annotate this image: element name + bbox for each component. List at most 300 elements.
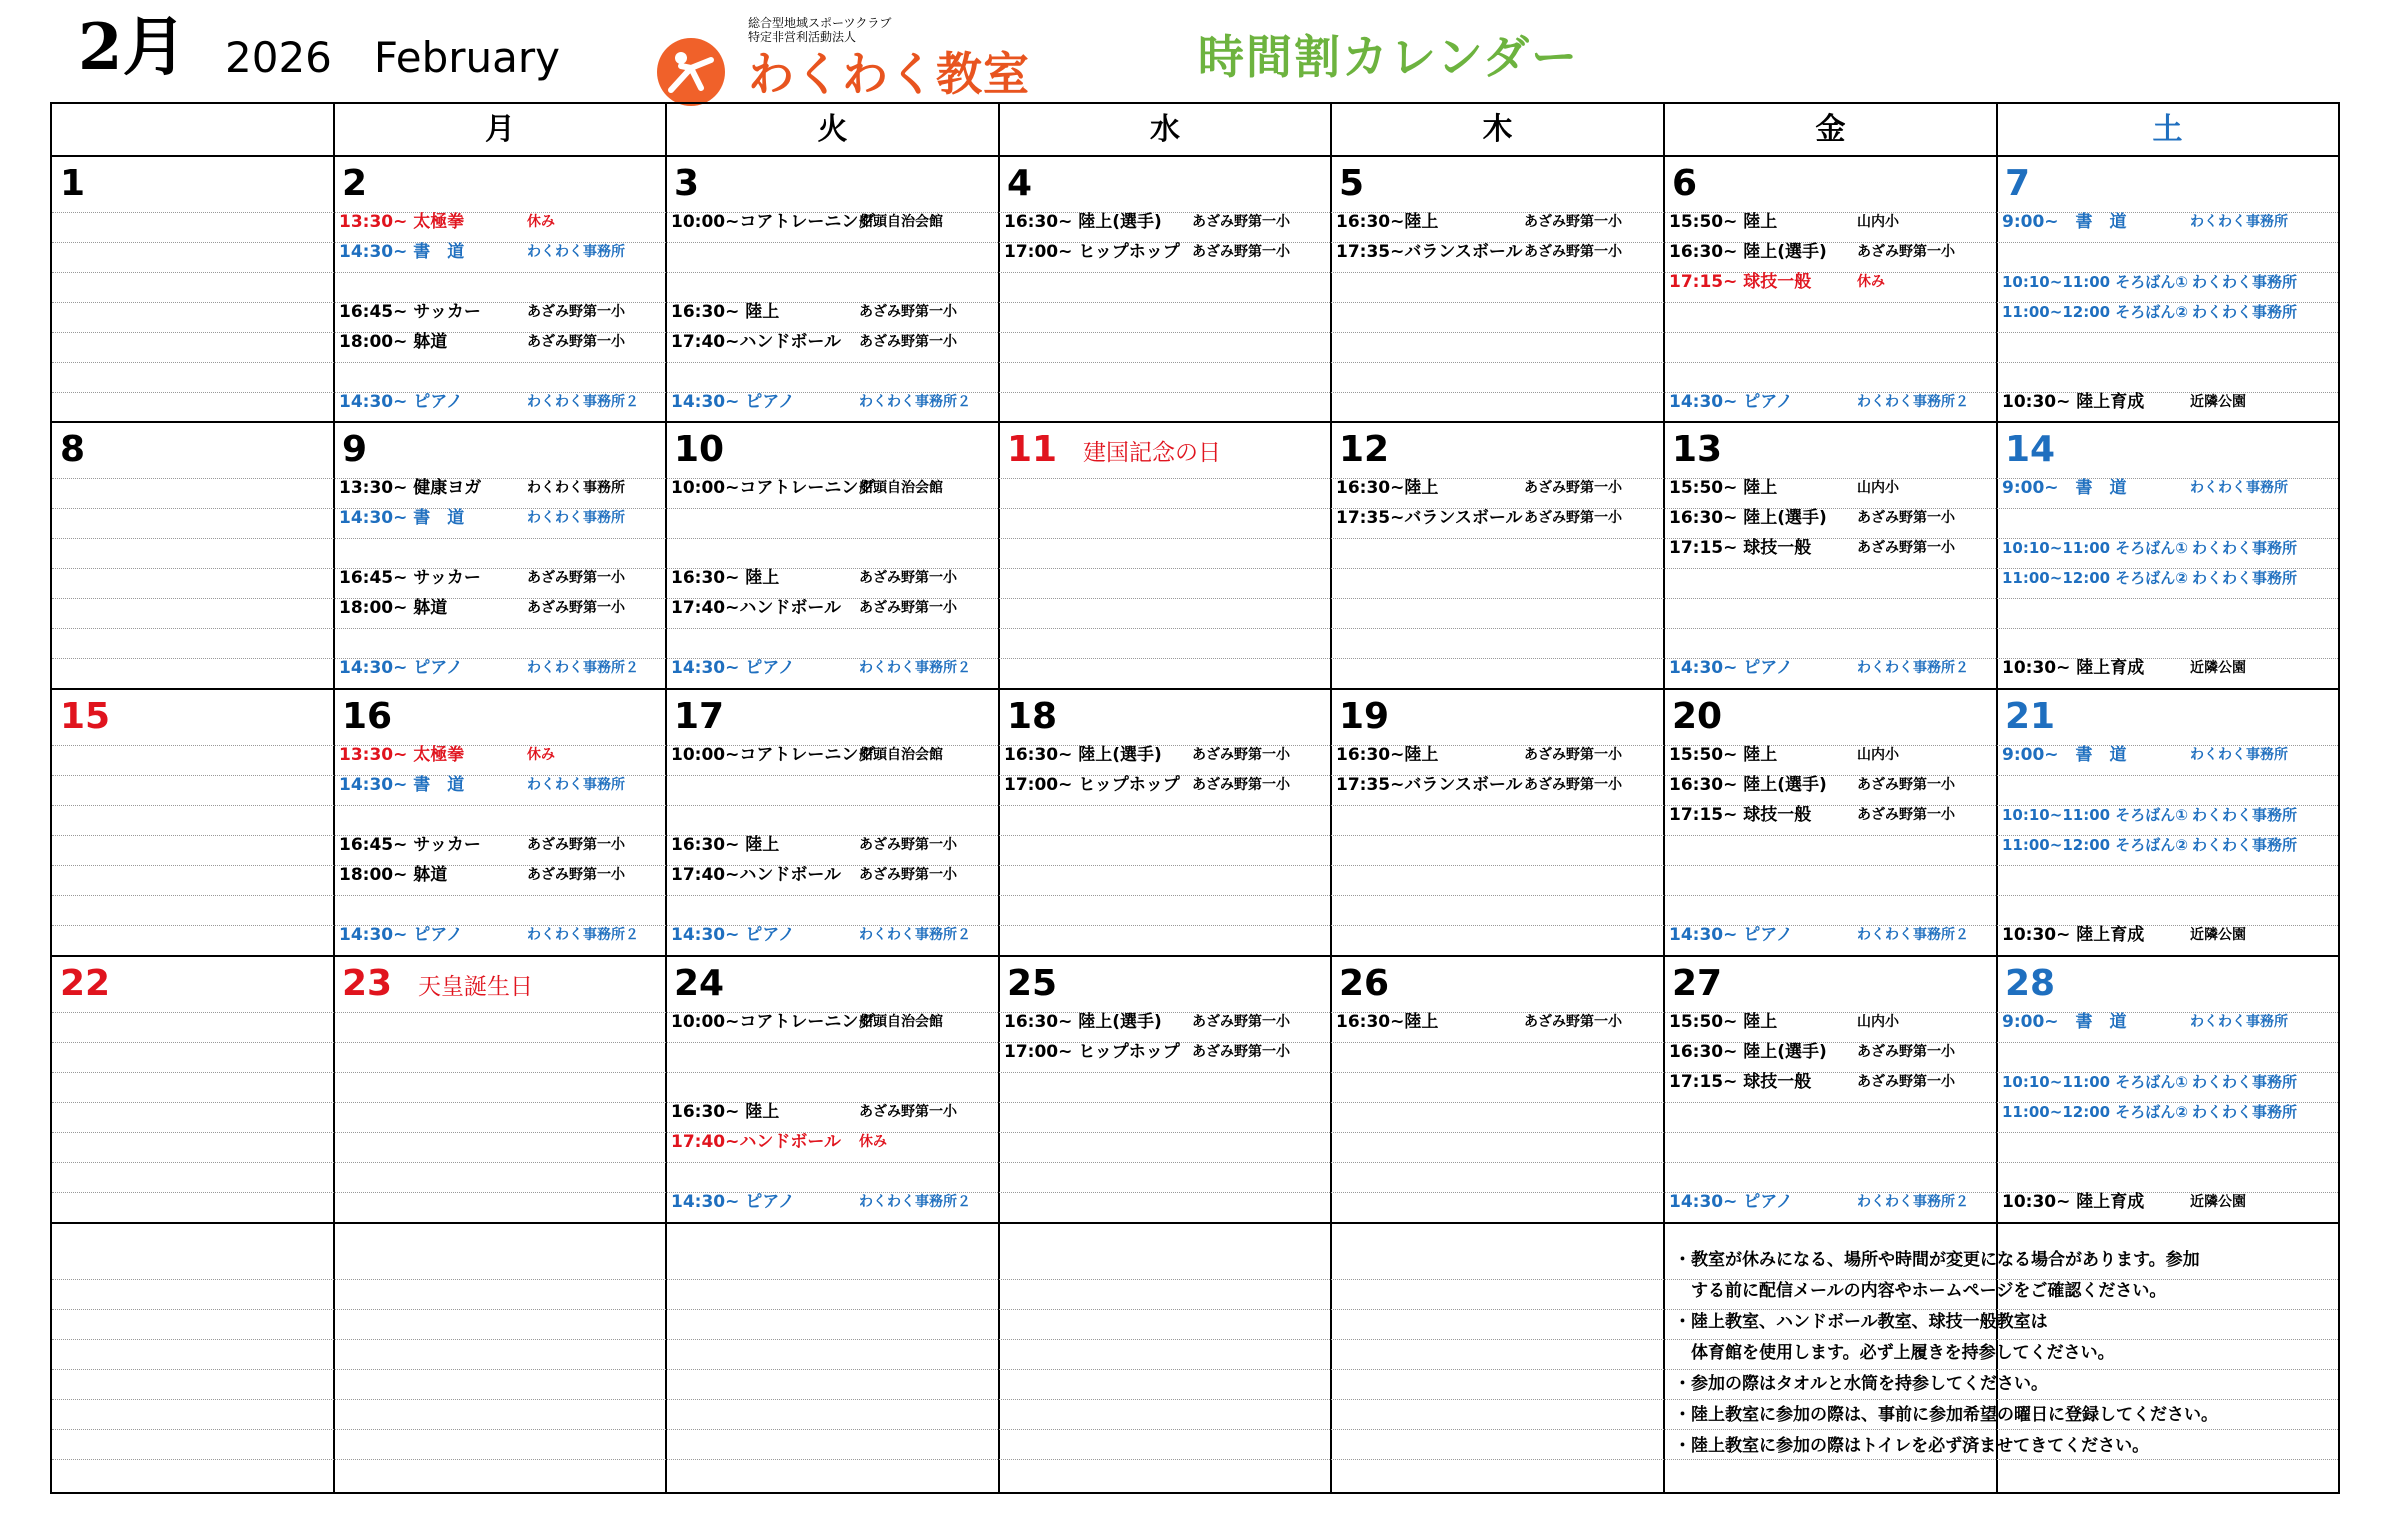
event-time-activity: 10:10~11:00 そろばん① — [2002, 806, 2188, 824]
day-number: 21 — [2005, 696, 2056, 737]
event-entry — [339, 300, 661, 330]
note-line: する前に配信メールの内容やホームページをご確認ください。 — [1674, 1281, 2167, 1301]
event-entry — [1669, 240, 1992, 270]
event-time-activity: 16:30~ 陸上(選手) — [1004, 745, 1162, 765]
event-time-activity: 10:30~ 陸上育成 — [2002, 658, 2145, 678]
note-line: ・陸上教室に参加の際はトイレを必ず済ませてきてください。 — [1674, 1436, 2150, 1456]
event-time-activity: 10:10~11:00 そろばん① — [2002, 539, 2188, 557]
dotted-rule — [52, 1162, 2338, 1163]
event-location: わくわく事務所２ — [1857, 927, 1969, 943]
event-entry — [1336, 1010, 1659, 1040]
event-location: わくわく事務所２ — [527, 394, 639, 410]
event-time-activity: 17:35~バランスボール — [1336, 775, 1523, 795]
dotted-rule — [52, 805, 2338, 806]
event-location: あざみ野第一小 — [1857, 807, 1955, 823]
event-entry — [1669, 743, 1992, 773]
event-entry — [671, 390, 994, 420]
event-entry — [339, 743, 661, 773]
event-time-activity: 17:35~バランスボール — [1336, 508, 1523, 528]
event-location: わくわく事務所２ — [1857, 394, 1969, 410]
event-entry — [2002, 536, 2333, 566]
day-number: 6 — [1672, 163, 1698, 204]
event-location: 山内小 — [1857, 214, 1899, 230]
event-entry — [1669, 923, 1992, 953]
event-entry — [1669, 1070, 1992, 1100]
column-divider — [1330, 104, 1332, 1492]
weekday-header: 水 — [1150, 112, 1180, 147]
dotted-rule — [52, 1102, 2338, 1103]
event-entry — [339, 476, 661, 506]
event-location: わくわく事務所 — [2192, 539, 2298, 557]
event-time-activity: 9:00~ 書 道 — [2002, 745, 2127, 765]
day-number: 2 — [342, 163, 368, 204]
note-line: ・参加の際はタオルと水筒を持参してください。 — [1674, 1374, 2048, 1394]
event-location: わくわく事務所 — [2192, 303, 2298, 321]
event-entry — [1336, 240, 1659, 270]
event-entry — [671, 923, 994, 953]
event-location: あざみ野第一小 — [1524, 214, 1622, 230]
event-location: あざみ野第一小 — [859, 867, 957, 883]
event-location: わくわく事務所２ — [859, 660, 971, 676]
event-time-activity: 16:30~ 陸上 — [671, 568, 780, 588]
event-time-activity: 10:00~コアトレーニング — [671, 745, 876, 765]
event-entry — [339, 833, 661, 863]
event-entry — [671, 1010, 994, 1040]
event-location: あざみ野第一小 — [859, 334, 957, 350]
holiday-label: 天皇誕生日 — [418, 974, 533, 1000]
event-time-activity: 14:30~ ピアノ — [671, 658, 795, 678]
event-entry — [671, 566, 994, 596]
logo-name: わくわく教室 — [748, 47, 1030, 101]
event-entry — [1336, 743, 1659, 773]
page-header — [0, 0, 2387, 100]
event-location: あざみ野第一小 — [1192, 1044, 1290, 1060]
event-entry — [1669, 1190, 1992, 1220]
event-location: あざみ野第一小 — [1192, 214, 1290, 230]
event-time-activity: 11:00~12:00 そろばん② — [2002, 836, 2188, 854]
event-time-activity: 14:30~ 書 道 — [339, 775, 465, 795]
event-location: 船頭自治会館 — [859, 480, 943, 496]
event-time-activity: 10:30~ 陸上育成 — [2002, 925, 2145, 945]
event-time-activity: 10:10~11:00 そろばん① — [2002, 273, 2188, 291]
event-location: 近隣公園 — [2190, 1194, 2246, 1210]
weekday-header — [52, 104, 334, 154]
weekday-header: 月 — [485, 112, 515, 147]
column-divider — [998, 104, 1000, 1492]
event-time-activity: 15:50~ 陸上 — [1669, 745, 1778, 765]
event-time-activity: 14:30~ ピアノ — [1669, 925, 1793, 945]
event-time-activity: 17:15~ 球技一般 — [1669, 538, 1812, 558]
note-line: ・教室が休みになる、場所や時間が変更になる場合があります。参加 — [1674, 1250, 2200, 1270]
event-location: あざみ野第一小 — [859, 570, 957, 586]
column-divider — [665, 104, 667, 1492]
event-entry — [671, 210, 994, 240]
event-entry — [1004, 1010, 1326, 1040]
event-location: あざみ野第一小 — [1857, 510, 1955, 526]
event-location: あざみ野第一小 — [1857, 777, 1955, 793]
event-time-activity: 11:00~12:00 そろばん② — [2002, 569, 2188, 587]
event-entry — [1336, 506, 1659, 536]
event-entry — [2002, 803, 2333, 833]
event-location: 休み — [1857, 274, 1885, 290]
event-time-activity: 16:30~陸上 — [1336, 478, 1439, 498]
event-time-activity: 17:00~ ヒップホップ — [1004, 1042, 1180, 1062]
day-number: 27 — [1672, 963, 1723, 1004]
event-location: あざみ野第一小 — [1524, 747, 1622, 763]
event-time-activity: 11:00~12:00 そろばん② — [2002, 1103, 2188, 1121]
event-entry — [339, 773, 661, 803]
event-time-activity: 14:30~ ピアノ — [339, 925, 463, 945]
event-time-activity: 9:00~ 書 道 — [2002, 212, 2127, 232]
month-label: 2月 — [78, 10, 187, 85]
event-entry — [671, 476, 994, 506]
notes-box — [1674, 1245, 2334, 1462]
event-location: 船頭自治会館 — [859, 1014, 943, 1030]
event-location: あざみ野第一小 — [1857, 244, 1955, 260]
logo-mark-icon — [657, 38, 725, 106]
day-number: 10 — [674, 429, 725, 470]
event-time-activity: 15:50~ 陸上 — [1669, 212, 1778, 232]
event-location: わくわく事務所 — [2192, 273, 2298, 291]
event-time-activity: 9:00~ 書 道 — [2002, 1012, 2127, 1032]
event-time-activity: 14:30~ ピアノ — [671, 925, 795, 945]
event-time-activity: 18:00~ 躰道 — [339, 865, 448, 885]
event-location: わくわく事務所 — [2190, 747, 2288, 763]
event-location: あざみ野第一小 — [1524, 244, 1622, 260]
event-location: あざみ野第一小 — [527, 867, 625, 883]
event-time-activity: 16:30~ 陸上 — [671, 1102, 780, 1122]
event-location: あざみ野第一小 — [527, 334, 625, 350]
event-location: 休み — [527, 214, 555, 230]
weekday-header: 木 — [1482, 112, 1513, 147]
event-time-activity: 14:30~ ピアノ — [339, 392, 463, 412]
dotted-rule — [52, 895, 2338, 896]
event-entry — [671, 656, 994, 686]
event-entry — [1669, 656, 1992, 686]
dotted-rule — [52, 538, 2338, 539]
event-time-activity: 17:15~ 球技一般 — [1669, 805, 1812, 825]
event-location: あざみ野第一小 — [1192, 777, 1290, 793]
event-location: あざみ野第一小 — [859, 837, 957, 853]
event-time-activity: 16:45~ サッカー — [339, 568, 481, 588]
event-entry — [2002, 566, 2333, 596]
event-entry — [1336, 210, 1659, 240]
event-time-activity: 17:15~ 球技一般 — [1669, 272, 1812, 292]
event-location: 船頭自治会館 — [859, 747, 943, 763]
event-time-activity: 16:30~ 陸上(選手) — [1669, 242, 1827, 262]
event-time-activity: 17:15~ 球技一般 — [1669, 1072, 1812, 1092]
day-number: 16 — [342, 696, 393, 737]
event-location: あざみ野第一小 — [527, 570, 625, 586]
event-entry — [339, 656, 661, 686]
event-time-activity: 18:00~ 躰道 — [339, 332, 448, 352]
weekday-header: 火 — [817, 112, 848, 147]
event-location: 山内小 — [1857, 1014, 1899, 1030]
day-number: 22 — [60, 963, 111, 1004]
event-entry — [2002, 1010, 2333, 1040]
event-location: あざみ野第一小 — [859, 1104, 957, 1120]
event-location: わくわく事務所 — [2192, 1073, 2298, 1091]
event-location: あざみ野第一小 — [527, 837, 625, 853]
event-location: あざみ野第一小 — [1857, 540, 1955, 556]
event-entry — [1669, 773, 1992, 803]
note-line: ・陸上教室に参加の際は、事前に参加希望の曜日に登録してください。 — [1674, 1405, 2218, 1425]
event-location: 近隣公園 — [2190, 660, 2246, 676]
event-location: 山内小 — [1857, 747, 1899, 763]
event-time-activity: 17:40~ハンドボール — [671, 332, 842, 352]
event-time-activity: 14:30~ ピアノ — [671, 1192, 795, 1212]
event-location: あざみ野第一小 — [1857, 1074, 1955, 1090]
weekday-header: 土 — [2152, 112, 2183, 147]
event-entry — [1669, 270, 1992, 300]
day-number: 1 — [60, 163, 86, 204]
day-number: 9 — [342, 429, 368, 470]
note-line: 体育館を使用します。必ず上履きを持参してください。 — [1674, 1343, 2115, 1363]
event-entry — [1669, 1040, 1992, 1070]
day-number: 4 — [1007, 163, 1033, 204]
event-location: わくわく事務所 — [2192, 1103, 2298, 1121]
event-time-activity: 14:30~ ピアノ — [1669, 1192, 1793, 1212]
event-entry — [339, 863, 661, 893]
event-time-activity: 16:30~ 陸上(選手) — [1004, 212, 1162, 232]
logo-subtitle-2: 特定非営利活動法人 — [748, 30, 857, 44]
event-entry — [671, 1100, 994, 1130]
event-entry — [2002, 300, 2333, 330]
event-entry — [671, 1190, 994, 1220]
event-time-activity: 14:30~ ピアノ — [1669, 658, 1793, 678]
event-location: あざみ野第一小 — [1192, 244, 1290, 260]
day-number: 18 — [1007, 696, 1058, 737]
event-time-activity: 10:30~ 陸上育成 — [2002, 1192, 2145, 1212]
note-line: ・陸上教室、ハンドボール教室、球技一般教室は — [1674, 1312, 2048, 1332]
row-divider — [52, 955, 2338, 957]
day-number: 25 — [1007, 963, 1058, 1004]
event-entry — [1669, 390, 1992, 420]
event-time-activity: 17:00~ ヒップホップ — [1004, 775, 1180, 795]
event-time-activity: 16:30~ 陸上(選手) — [1669, 1042, 1827, 1062]
dotted-rule — [52, 1192, 2338, 1193]
day-number: 12 — [1339, 429, 1390, 470]
event-entry — [671, 300, 994, 330]
event-time-activity: 16:30~ 陸上 — [671, 302, 780, 322]
event-entry — [339, 390, 661, 420]
event-location: わくわく事務所 — [2192, 806, 2298, 824]
event-time-activity: 16:30~ 陸上 — [671, 835, 780, 855]
event-entry — [339, 240, 661, 270]
event-time-activity: 16:30~陸上 — [1336, 212, 1439, 232]
event-time-activity: 15:50~ 陸上 — [1669, 1012, 1778, 1032]
event-time-activity: 14:30~ ピアノ — [1669, 392, 1793, 412]
logo — [652, 14, 1052, 101]
year-label: 2026 February — [225, 33, 560, 82]
event-location: わくわく事務所２ — [859, 394, 971, 410]
event-entry — [671, 596, 994, 626]
logo-subtitle-1: 総合型地域スポーツクラブ — [748, 16, 892, 30]
event-time-activity: 10:00~コアトレーニング — [671, 1012, 876, 1032]
event-entry — [671, 863, 994, 893]
event-entry — [1669, 210, 1992, 240]
event-location: わくわく事務所 — [527, 480, 625, 496]
event-location: あざみ野第一小 — [1524, 1014, 1622, 1030]
event-time-activity: 11:00~12:00 そろばん② — [2002, 303, 2188, 321]
event-entry — [1004, 743, 1326, 773]
event-entry — [2002, 1190, 2333, 1220]
event-entry — [1669, 506, 1992, 536]
dotted-rule — [52, 628, 2338, 629]
event-entry — [671, 833, 994, 863]
event-location: わくわく事務所 — [2192, 836, 2298, 854]
event-location: 近隣公園 — [2190, 394, 2246, 410]
event-entry — [2002, 833, 2333, 863]
event-time-activity: 13:30~ 太極拳 — [339, 212, 465, 232]
day-number: 26 — [1339, 963, 1390, 1004]
event-entry — [1669, 1010, 1992, 1040]
event-time-activity: 14:30~ ピアノ — [339, 658, 463, 678]
event-location: あざみ野第一小 — [527, 600, 625, 616]
event-entry — [2002, 1070, 2333, 1100]
day-number: 3 — [674, 163, 700, 204]
event-entry — [339, 330, 661, 360]
event-time-activity: 17:00~ ヒップホップ — [1004, 242, 1180, 262]
event-time-activity: 17:40~ハンドボール — [671, 1132, 842, 1152]
event-time-activity: 17:40~ハンドボール — [671, 865, 842, 885]
event-location: 休み — [859, 1134, 887, 1150]
dotted-rule — [52, 272, 2338, 273]
day-number: 19 — [1339, 696, 1390, 737]
row-divider — [52, 688, 2338, 690]
event-location: わくわく事務所２ — [859, 927, 971, 943]
holiday-label: 建国記念の日 — [1083, 440, 1221, 466]
event-time-activity: 16:30~陸上 — [1336, 745, 1439, 765]
event-location: あざみ野第一小 — [1524, 777, 1622, 793]
dotted-rule — [52, 362, 2338, 363]
row-divider — [52, 421, 2338, 423]
page-title: 時間割カレンダー — [1198, 30, 1580, 84]
row-divider — [52, 155, 2338, 157]
event-time-activity: 10:30~ 陸上育成 — [2002, 392, 2145, 412]
day-number: 7 — [2005, 163, 2031, 204]
event-entry — [671, 1130, 994, 1160]
event-location: わくわく事務所 — [2190, 214, 2288, 230]
column-divider — [1663, 104, 1665, 1492]
event-location: 船頭自治会館 — [859, 214, 943, 230]
event-location: あざみ野第一小 — [1192, 1014, 1290, 1030]
event-entry — [339, 596, 661, 626]
event-entry — [2002, 476, 2333, 506]
event-location: わくわく事務所 — [527, 510, 625, 526]
event-location: あざみ野第一小 — [1524, 480, 1622, 496]
event-entry — [1004, 240, 1326, 270]
event-entry — [339, 923, 661, 953]
day-number: 28 — [2005, 963, 2056, 1004]
event-time-activity: 16:30~ 陸上(選手) — [1004, 1012, 1162, 1032]
event-time-activity: 10:10~11:00 そろばん① — [2002, 1073, 2188, 1091]
event-entry — [2002, 743, 2333, 773]
dotted-rule — [52, 1072, 2338, 1073]
event-time-activity: 16:45~ サッカー — [339, 835, 481, 855]
row-divider — [52, 1222, 2338, 1224]
day-number: 15 — [60, 696, 111, 737]
event-location: わくわく事務所２ — [1857, 1194, 1969, 1210]
event-location: わくわく事務所 — [527, 244, 625, 260]
event-entry — [1669, 536, 1992, 566]
event-entry — [671, 330, 994, 360]
event-entry — [1336, 773, 1659, 803]
event-location: あざみ野第一小 — [527, 304, 625, 320]
event-entry — [2002, 270, 2333, 300]
event-entry — [339, 566, 661, 596]
event-entry — [1004, 210, 1326, 240]
event-entry — [1669, 476, 1992, 506]
event-entry — [2002, 656, 2333, 686]
event-time-activity: 17:35~バランスボール — [1336, 242, 1523, 262]
weekday-header: 金 — [1815, 112, 1846, 147]
event-entry — [2002, 390, 2333, 420]
event-time-activity: 9:00~ 書 道 — [2002, 478, 2127, 498]
event-time-activity: 17:40~ハンドボール — [671, 598, 842, 618]
event-time-activity: 18:00~ 躰道 — [339, 598, 448, 618]
event-time-activity: 13:30~ 太極拳 — [339, 745, 465, 765]
dotted-rule — [52, 1132, 2338, 1133]
event-location: 山内小 — [1857, 480, 1899, 496]
event-location: あざみ野第一小 — [859, 304, 957, 320]
event-location: 休み — [527, 747, 555, 763]
column-divider — [333, 104, 335, 1492]
event-location: わくわく事務所 — [2190, 1014, 2288, 1030]
event-time-activity: 14:30~ 書 道 — [339, 508, 465, 528]
event-location: わくわく事務所 — [2190, 480, 2288, 496]
event-location: わくわく事務所２ — [527, 927, 639, 943]
event-entry — [2002, 210, 2333, 240]
day-number: 17 — [674, 696, 725, 737]
event-time-activity: 13:30~ 健康ヨガ — [339, 478, 482, 498]
day-number: 5 — [1339, 163, 1365, 204]
day-number: 24 — [674, 963, 725, 1004]
event-location: わくわく事務所２ — [1857, 660, 1969, 676]
day-number: 8 — [60, 429, 86, 470]
event-location: わくわく事務所 — [2192, 569, 2298, 587]
day-number: 23 — [342, 963, 393, 1004]
event-location: あざみ野第一小 — [859, 600, 957, 616]
event-entry — [671, 743, 994, 773]
event-entry — [2002, 923, 2333, 953]
event-time-activity: 14:30~ 書 道 — [339, 242, 465, 262]
event-location: 近隣公園 — [2190, 927, 2246, 943]
event-time-activity: 16:30~ 陸上(選手) — [1669, 775, 1827, 795]
event-entry — [339, 210, 661, 240]
event-location: わくわく事務所 — [527, 777, 625, 793]
event-time-activity: 15:50~ 陸上 — [1669, 478, 1778, 498]
event-entry — [339, 506, 661, 536]
event-location: わくわく事務所２ — [859, 1194, 971, 1210]
day-number: 20 — [1672, 696, 1723, 737]
day-number: 14 — [2005, 429, 2056, 470]
event-location: あざみ野第一小 — [1857, 1044, 1955, 1060]
event-entry — [2002, 1100, 2333, 1130]
day-number: 11 — [1007, 429, 1058, 470]
event-time-activity: 14:30~ ピアノ — [671, 392, 795, 412]
event-time-activity: 16:30~ 陸上(選手) — [1669, 508, 1827, 528]
event-location: わくわく事務所２ — [527, 660, 639, 676]
event-time-activity: 16:45~ サッカー — [339, 302, 481, 322]
event-entry — [1336, 476, 1659, 506]
day-number: 13 — [1672, 429, 1723, 470]
event-entry — [1669, 803, 1992, 833]
event-time-activity: 10:00~コアトレーニング — [671, 212, 876, 232]
event-location: あざみ野第一小 — [1524, 510, 1622, 526]
event-entry — [1004, 1040, 1326, 1070]
event-entry — [1004, 773, 1326, 803]
